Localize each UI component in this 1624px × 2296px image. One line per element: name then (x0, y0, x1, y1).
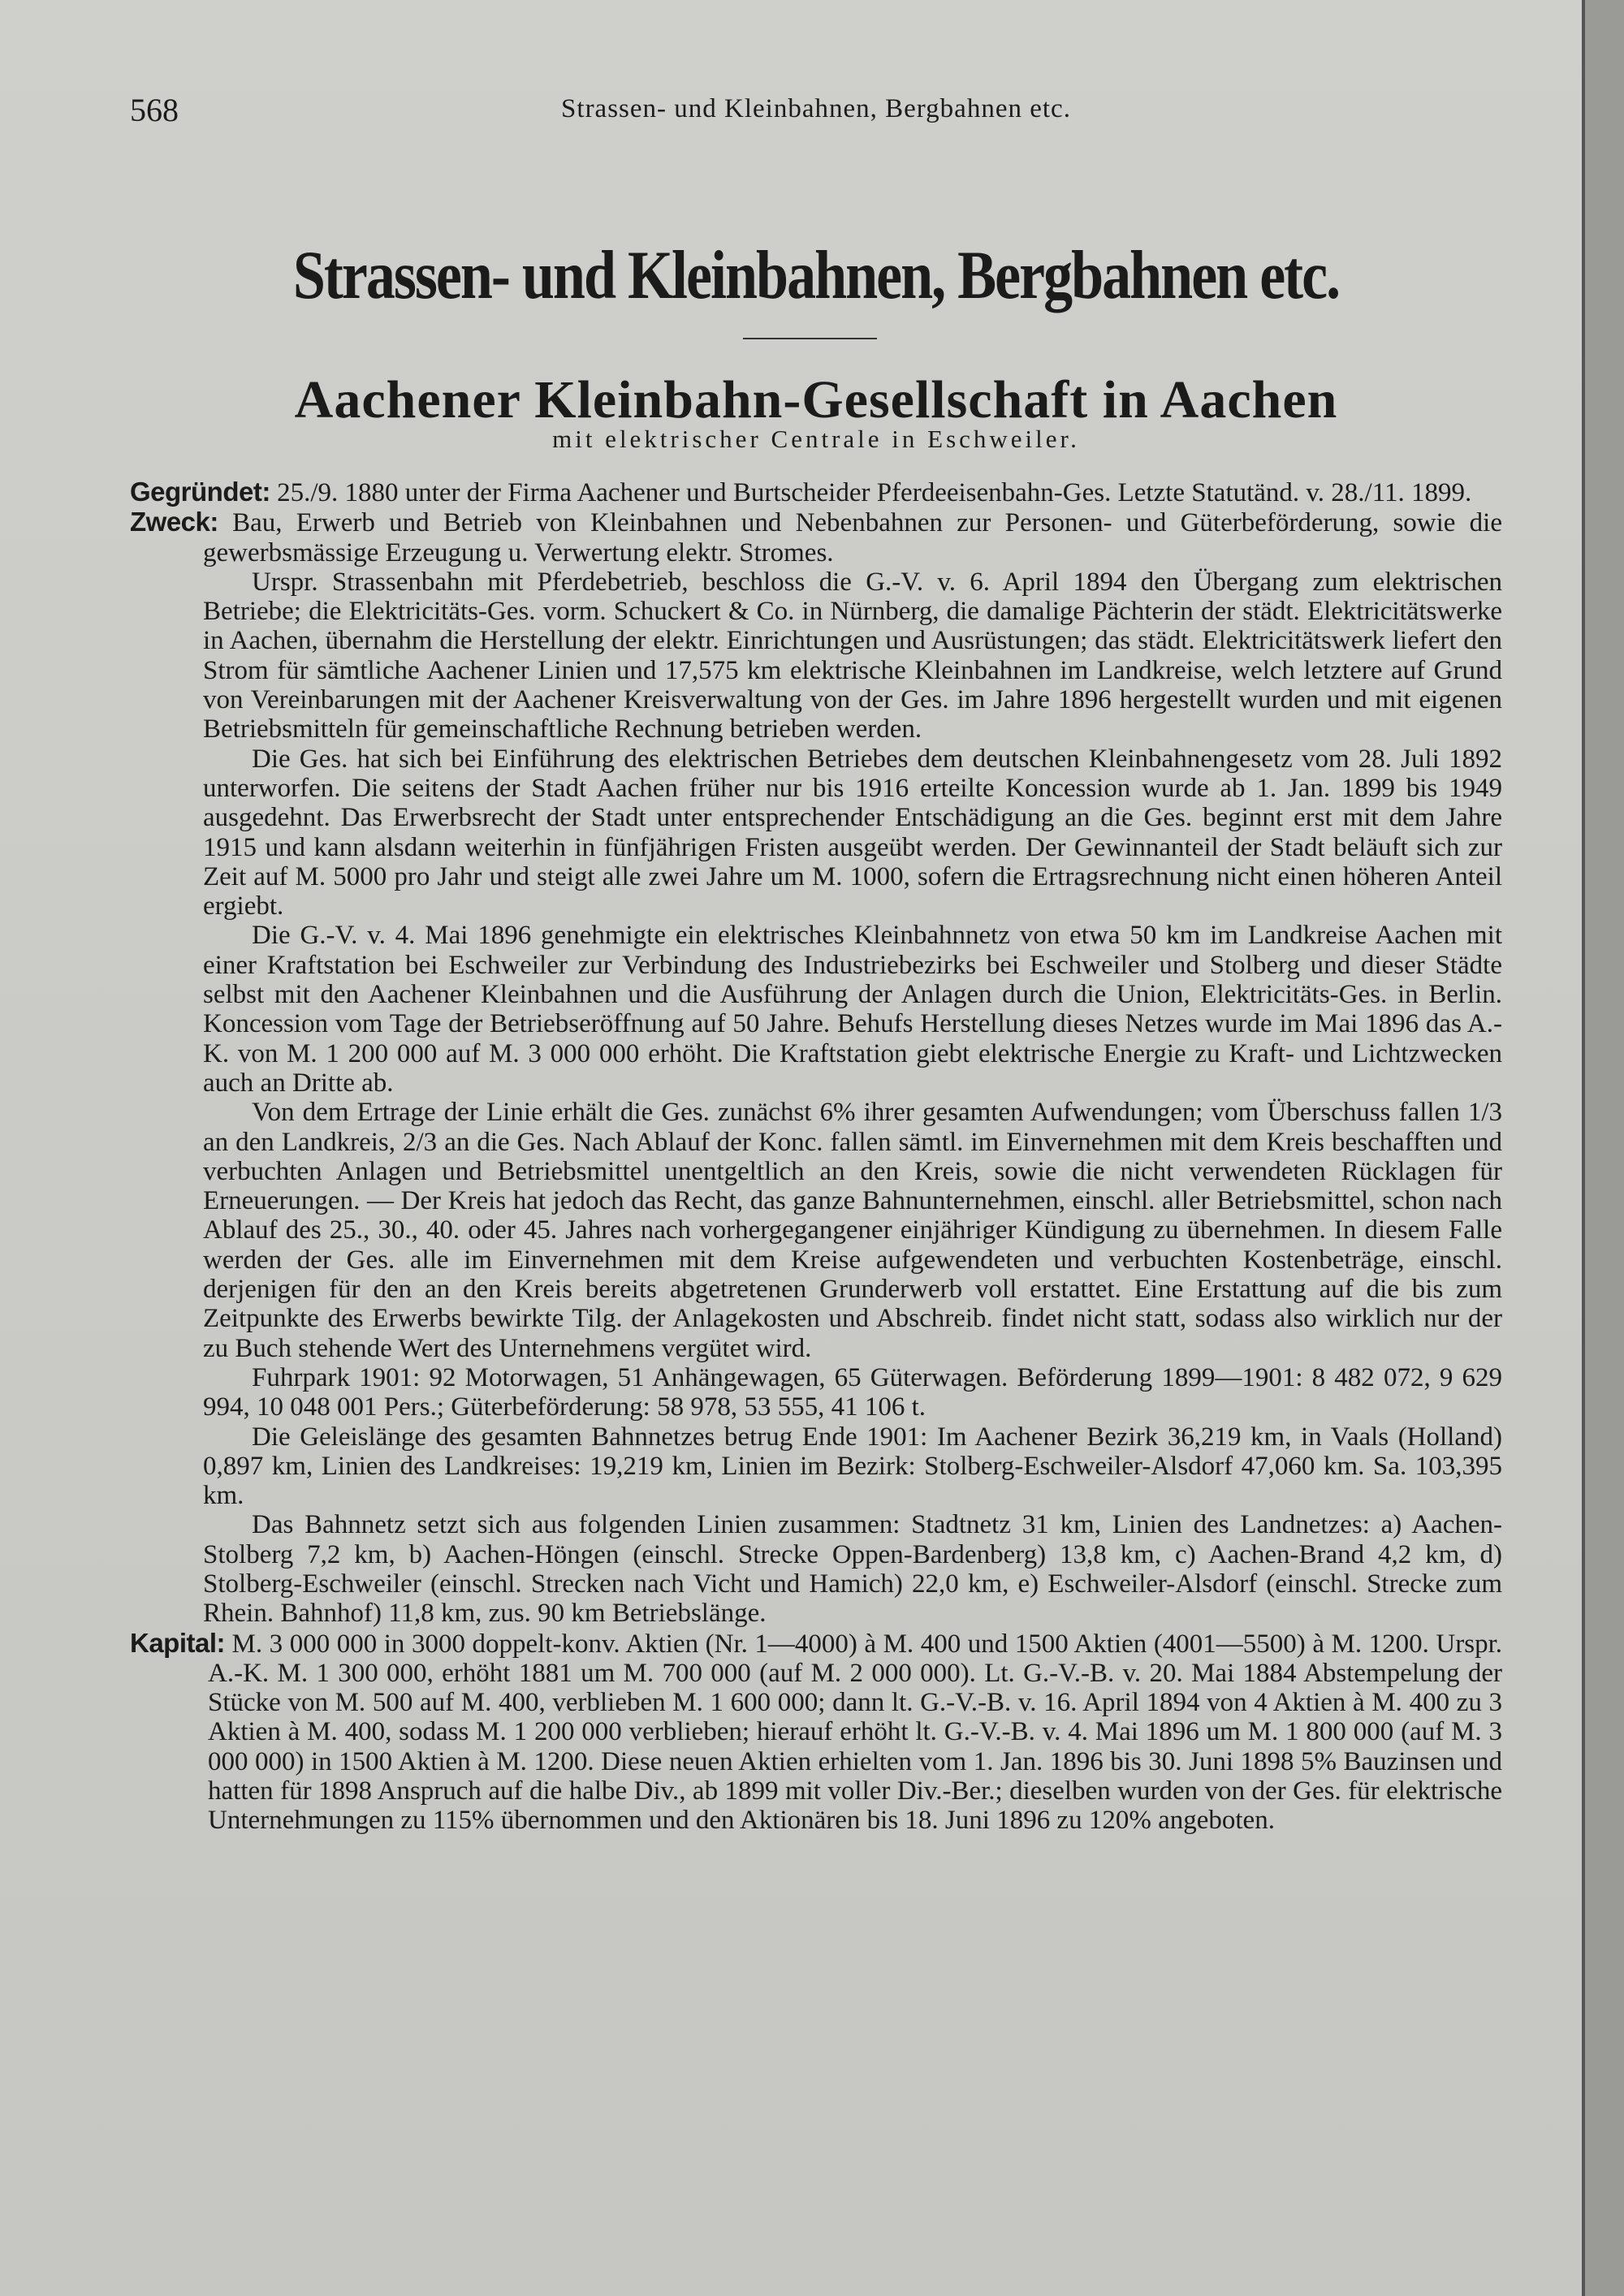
fraction-one-third: 1/3 (1467, 1098, 1502, 1128)
zweck-text-5 (203, 1098, 1502, 1363)
entry-zweck (130, 507, 1502, 1628)
company-title: Aachener Kleinbahn-Gesellschaft in Aachen (294, 370, 1338, 429)
zweck-text-7: Die Geleislänge des gesamten Bahnnetzes betrug Ende 1901: Im Aachener Bezirk 36,219 km, in Vaals (Holland) 0,897 km, Linien des Landkreises: 19,219 km, Linien im Bezirk: Stolberg-Eschweiler-Alsdorf 47,060 km. Sa. 103,395 km. (203, 1422, 1502, 1511)
fraction-two-thirds: 2/3 (403, 1127, 438, 1157)
title-divider (743, 338, 877, 339)
kapital-text-a: M. 3 000 000 in 3000 doppelt-konv. Aktien (Nr. 1—4000) à M. 400 und 1500 Aktien (4001—5500) à M. 1200. Urspr. A.-K. M. 1 300 000, erhöht 1881 um M. 700 000 (auf M. 2 000 000). Lt. G.-V.-B. v. 20. Mai 1884 Abstempelung der Stücke von M. 500 auf M. 400, verblieben M. 1 600 000; dann lt. G.-V.-B. v. 16. April 1894 von 4 Aktien à M. 400 zu 3 Aktien à M. 400, sodass M. 1 200 000 verblieben; hierauf erhöht lt. G.-V.-B. v. 4. Mai 1896 um M. 1 800 000 (auf M. 3 000 000) in 1500 Aktien à M. 1200. Diese neuen Aktien erhielten vom 1. Jan. 1896 bis 30. Juni 1898 5 (208, 1629, 1502, 1776)
page-number: 568 (130, 92, 179, 128)
zweck-text-5f: an die Ges. Nach Ablauf der Konc. fallen sämtl. im Einvernehmen mit dem Kreis beschafften und verbuchten Anlagen und Betriebsmittel unentgeltlich an den Kreis, sowie die nicht verwendeten Rücklagen für Erneuerungen. — Der Kreis hat jedoch das Recht, das ganze Bahnunternehmen, einschl. aller Betriebsmittel, schon nach Ablauf des 25., 30., 40. oder 45. Jahres nach vorhergegangener einjähriger Kündigung zu übernehmen. In diesem Falle werden der Ges. alle im Einvernehmen mit dem Kreise aufgewendeten und verbuchten Kostenbeträge, einschl. derjenigen für den an den Kreis bereits abgetretenen Grunderwerb voll erstattet. Eine Erstattung auf die bis zum Zeitpunkte des Erwerbs bewirkte Tilg. der Anlagekosten und Abschreib. findet nicht statt, sodass also wirklich nur der zu Buch stehende Wert des Unternehmens vergütet wird. (203, 1127, 1502, 1363)
label-zweck: Zweck: (130, 507, 218, 537)
running-head (130, 91, 1502, 132)
company-subtitle: mit elektrischer Centrale in Eschweiler. (552, 425, 1080, 453)
label-kapital: Kapital: (130, 1627, 226, 1658)
zweck-text-6: Fuhrpark 1901: 92 Motorwagen, 51 Anhängewagen, 65 Güterwagen. Beförderung 1899—1901: 8 482 072, 9 629 994, 10 048 001 Pers.; Güterbeförderung: 58 978, 53 555, 41 106 t. (203, 1362, 1502, 1422)
zweck-text-5b: % ihrer gesamten Aufwendungen; vom Überschuss fallen (833, 1098, 1468, 1128)
zweck-text-5d: an den Landkreis, (203, 1127, 404, 1157)
zweck-text-1: Bau, Erwerb und Betrieb von Kleinbahnen und Nebenbahnen zur Personen- und Güterbeförderung, sowie die gewerbsmässige Erzeugung u. Verwertung elektr. Stromes. (203, 508, 1502, 568)
zweck-text-3: Die Ges. hat sich bei Einführung des elektrischen Betriebes dem deutschen Kleinbahnengesetz vom 28. Juli 1892 unterworfen. Die seitens der Stadt Aachen früher nur bis 1916 erteilte Koncession wurde ab 1. Jan. 1899 bis 1949 ausgedehnt. Das Erwerbsrecht der Stadt unter entsprechender Entschädigung an die Ges. beginnt erst mit dem Jahre 1915 und kann alsdann weiterhin in fünfjährigen Fristen ausgeübt werden. Der Gewinnanteil der Stadt beläuft sich zur Zeit auf M. 5000 pro Jahr und steigt alle zwei Jahre um M. 1000, sofern die Ertragsrechnung nicht einen höheren Anteil ergiebt. (203, 744, 1502, 921)
zweck-text-2: Urspr. Strassenbahn mit Pferdebetrieb, beschloss die G.-V. v. 6. April 1894 den Übergang zum elektrischen Betriebe; die Elektricitäts-Ges. vorm. Schuckert & Co. in Nürnberg, die damalige Pächterin der städt. Elektricitätswerke in Aachen, übernahm die Herstellung der elektr. Einrichtungen und Ausrüstungen; das städt. Elektricitätswerk liefert den Strom für sämtliche Aachener Linien und 17,575 km elektrische Kleinbahnen im Landkreise, welch letztere auf Grund von Vereinbarungen mit der Aachener Kreisverwaltung von der Ges. im Jahre 1896 hergestellt wurden und mit eigenen Betriebsmitteln für gemeinschaftliche Rechnung betrieben werden. (203, 567, 1502, 744)
kapital-text-d: % angeboten. (1129, 1806, 1275, 1836)
section-title: Strassen- und Kleinbahnen, Bergbahnen etc. (292, 236, 1340, 314)
kapital-text-c: % übernommen und den Aktionären bis 18. Juni 1896 zu 120 (472, 1806, 1129, 1836)
zweck-text-5a: Von dem Ertrage der Linie erhält die Ges. zunächst 6 (252, 1098, 834, 1128)
zweck-text-8: Das Bahnnetz setzt sich aus folgenden Linien zusammen: Stadtnetz 31 km, Linien des Landnetzes: a) Aachen-Stolberg 7,2 km, b) Aachen-Höngen (einschl. Strecke Oppen-Bardenberg) 13,8 km, c) Aachen-Brand 4,2 km, d) Stolberg-Eschweiler (einschl. Strecken nach Vicht und Hamich) 22,0 km, e) Eschweiler-Alsdorf (einschl. Strecke zum Rhein. Bahnhof) 11,8 km, zus. 90 km Betriebslänge. (203, 1510, 1502, 1629)
running-title: Strassen- und Kleinbahnen, Bergbahnen etc. (561, 94, 1071, 123)
gegruendet-text: 25./9. 1880 unter der Firma Aachener und Burtscheider Pferdeeisenbahn-Ges. Letzte Statutänd. v. 28./11. 1899. (277, 478, 1472, 507)
zweck-text-4: Die G.-V. v. 4. Mai 1896 genehmigte ein elektrisches Kleinbahnnetz von etwa 50 km im Landkreise Aachen mit einer Kraftstation bei Eschweiler zur Verbindung des Industriebezirks bei Eschweiler und Stolberg und dieser Städte selbst mit den Aachener Kleinbahnen und die Ausführung der Anlagen durch die Union, Elektricitäts-Ges. in Berlin. Koncession vom Tage der Betriebseröffnung auf 50 Jahre. Behufs Herstellung dieses Netzes wurde im Mai 1896 das A.-K. von M. 1 200 000 auf M. 3 000 000 erhöht. Die Kraftstation giebt elektrische Energie zu Kraft- und Lichtzwecken auch an Dritte ab. (203, 921, 1502, 1098)
entry-gegruendet (130, 477, 1502, 507)
entry-body (130, 477, 1502, 1836)
page-margin-strip (1585, 0, 1624, 2296)
entry-kapital (130, 1629, 1502, 1836)
label-gegruendet: Gegründet: (130, 477, 270, 507)
kapital-text-b: % Bauzinsen und hatten für 1898 Anspruch auf die halbe Div., ab 1899 mit voller Div.-Ber.; dieselben wurden von der Ges. für elektrische Unternehmungen zu 115 (208, 1746, 1502, 1836)
